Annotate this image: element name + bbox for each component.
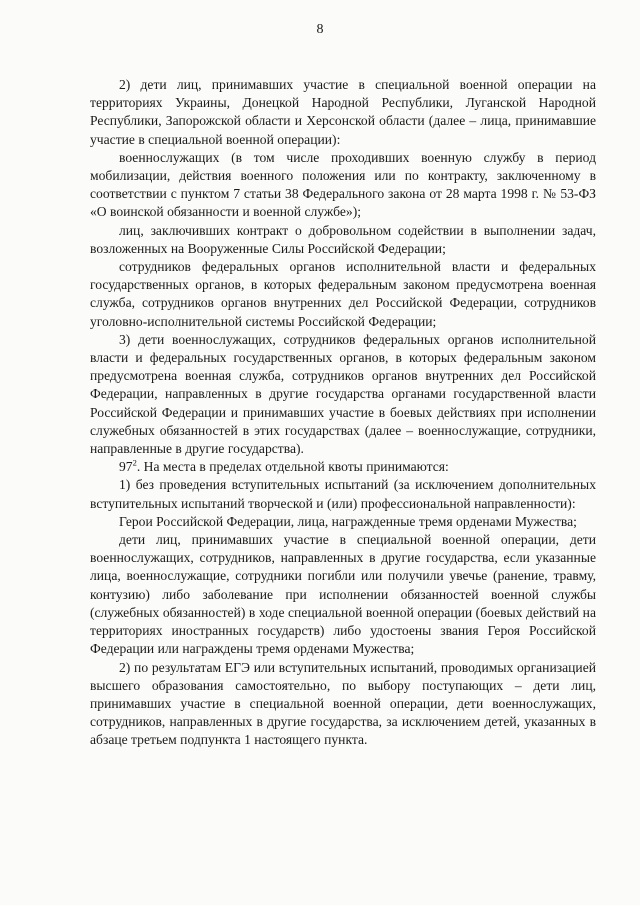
document-body bbox=[90, 76, 596, 750]
clause-number: 97 bbox=[119, 459, 133, 475]
paragraph-volunteer-contract: лиц, заключивших контракт о добровольном содействии в выполнении задач, возложенных на Вооруженные Силы Российской Федерации; bbox=[90, 222, 596, 256]
clause-97-heading bbox=[90, 458, 596, 476]
page-number: 8 bbox=[316, 22, 324, 37]
paragraph-without-entrance-exams: 1) без проведения вступительных испытаний (за исключением дополнительных вступительных испытаний творческой и (или) профессиональной направленности): bbox=[90, 477, 596, 511]
paragraph-federal-employees: сотрудников федеральных органов исполнительной власти и федеральных государственных органов, в которых федеральным законом предусмотрена военная служба, сотрудников органов внутренних дел Российской Федерации, сотрудников уголовно-исполнительной системы Российской Федерации; bbox=[90, 259, 596, 329]
clause-superscript: 2 bbox=[132, 457, 137, 468]
paragraph-children-sent-abroad: 3) дети военнослужащих, сотрудников федеральных органов исполнительной власти и федеральных государственных органов, в которых федеральным законом предусмотрена военная служба, сотрудников органов внутренних дел Российской Федерации, направленных в другие государства органами государственной власти Российской Федерации и принимавших участие в боевых действиях при исполнении служебных обязанностей в этих государствах (далее – военнослужащие, сотрудники, направленные в другие государства). bbox=[90, 331, 596, 457]
paragraph-children-of-svo-participants: 2) дети лиц, принимавших участие в специальной военной операции на территориях Украины, Донецкой Народной Республики, Луганской Народной Республики, Запорожской области и Херсонской области (далее – лица, принимавшие участие в специальной военной операции): bbox=[90, 77, 596, 147]
paragraph-children-of-fallen: дети лиц, принимавших участие в специальной военной операции, дети военнослужащих, сотрудников, направленных в другие государства, если указанные лица, военнослужащие, сотрудники погибли или получили увечье (ранение, травму, контузию) либо заболевание при исполнении обязанностей военной службы (служебных обязанностей) в ходе специальной военной операции (боевых действий на территориях иностранных государств) либо удостоены звания Героя Российской Федерации или награждены тремя орденами Мужества; bbox=[90, 532, 596, 657]
clause-text: . На места в пределах отдельной квоты принимаются: bbox=[136, 459, 449, 475]
paragraph-heroes-of-russia: Герои Российской Федерации, лица, награжденные тремя орденами Мужества; bbox=[119, 513, 577, 529]
paragraph-military-servicemen: военнослужащих (в том числе проходивших военную службу в период мобилизации, действия военного положения или по контракту, заключенному в соответствии с пунктом 7 статьи 38 Федерального закона от 28 марта 1998 г. № 53-ФЗ «О воинской обязанности и военной службе»); bbox=[90, 149, 596, 220]
paragraph-by-ege-results: 2) по результатам ЕГЭ или вступительных испытаний, проводимых организацией высшего образования самостоятельно, по выбору поступающих – дети лиц, принимавших участие в специальной военной операции, дети военнослужащих, сотрудников, направленных в другие государства, за исключением детей, указанных в абзаце третьем подпункта 1 настоящего пункта. bbox=[90, 659, 596, 748]
